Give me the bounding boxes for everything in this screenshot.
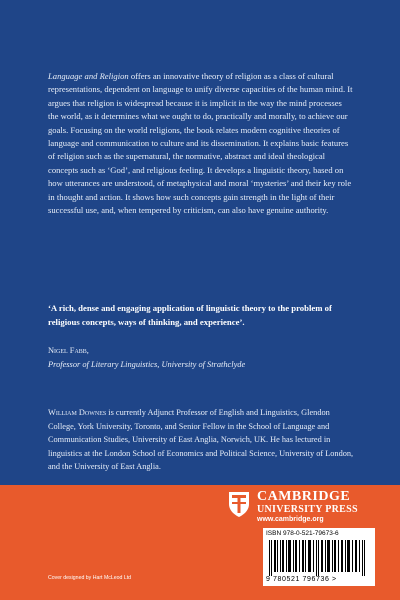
publisher-sub: UNIVERSITY PRESS [257, 504, 358, 515]
crest-icon [227, 490, 251, 518]
blurb-text: offers an innovative theory of religion as a class of cultural representations, dependent on language to unify diverse capacities of the human mind. It argues that religion is widespread because it is implicit in the way the mind processes the world, as it determines what we ought to do, practically and morally, to achieve our goals. Focusing on the world religions, the book relates modern cognitive theories of language and communication to culture and its dissemination. It explains basic features of religion such as the supernatural, the normative, abstract and ideal theological concepts such as ‘God’, and religious feeling. It develops a linguistic theory, based on how utterances are understood, of metaphysical and moral ‘mysteries’ and their key role in thought and action. It shows how such concepts gain strength in the light of their successful use, and, when tempered by criticism, can also have genuine authority. [48, 71, 353, 216]
author-bio [48, 406, 358, 474]
publisher-url: www.cambridge.org [257, 516, 324, 523]
publisher-name: CAMBRIDGE [257, 489, 351, 504]
review-quote: ‘A rich, dense and engaging application of linguistic theory to the problem of religious concepts, ways of thinking, and experience’. [48, 303, 332, 327]
quote-author-title: Professor of Literary Linguistics, University of Strathclyde [48, 359, 246, 369]
book-blurb [48, 70, 353, 217]
quote-attribution [48, 344, 358, 371]
barcode-box [263, 528, 375, 586]
barcode-number: 9 780521 796736 > [266, 576, 337, 583]
isbn-label: ISBN 978-0-521-79673-6 [266, 530, 339, 537]
quote-author: Nigel Fabb, [48, 346, 89, 355]
author-bio-text: is currently Adjunct Professor of English and Linguistics, Glendon College, York University, Toronto, and Senior Fellow in the School of Language and Communication Studies, University of East Anglia, Norwich, UK. He has lectured in linguistics at the London School of Economics and Political Science, University of London, and the University of East Anglia. [48, 408, 354, 471]
cover-credit: Cover designed by Hart McLeod Ltd [48, 575, 132, 581]
barcode-icon [267, 540, 371, 576]
publisher-logo [257, 490, 377, 524]
blurb-book-title: Language and Religion [48, 71, 129, 81]
author-name: William Downes [48, 408, 107, 417]
